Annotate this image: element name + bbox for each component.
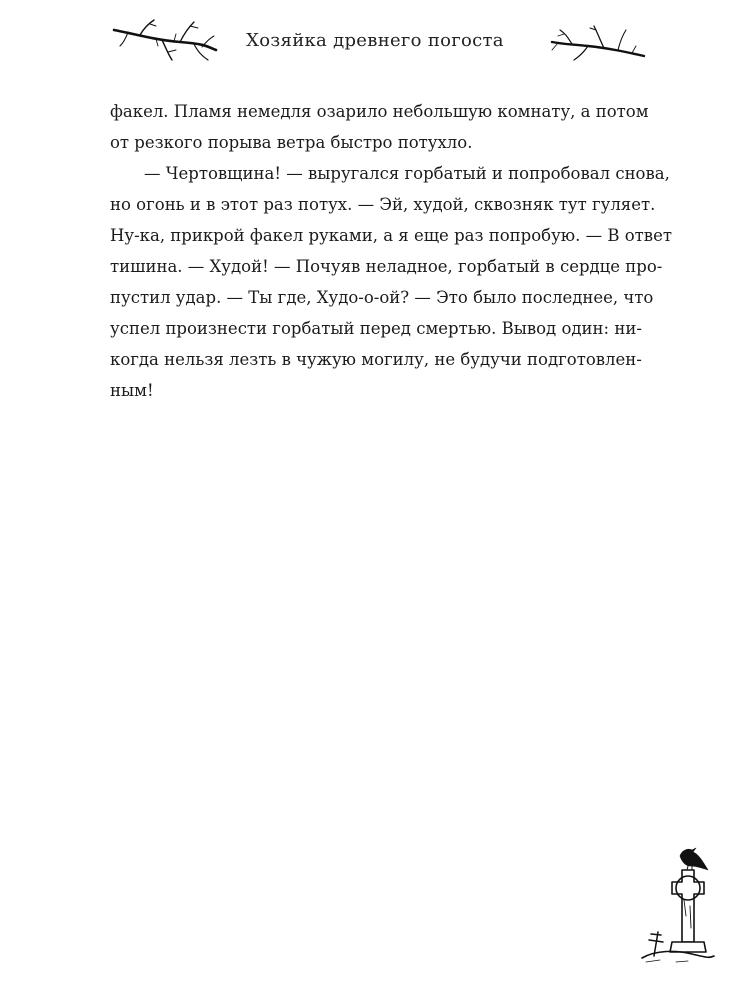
text-line: — Чертовщина! — выругался горбатый и попробовал снова, (144, 164, 670, 183)
text-line: пустил удар. — Ты где, Худо-о-ой? — Это было последнее, что (110, 288, 654, 307)
text-line: успел произнести горбатый перед смертью. Вывод один: ни- (110, 319, 642, 338)
grave-cross-raven-icon (636, 840, 716, 972)
text-line: тишина. — Худой! — Почуяв неладное, горбатый в сердце про- (110, 257, 663, 276)
text-line: но огонь и в этот раз потух. — Эй, худой, сквозняк тут гуляет. (110, 195, 656, 214)
bare-branch-icon (548, 16, 648, 66)
body-text (110, 96, 672, 406)
running-title: Хозяйка древнего погоста (246, 30, 504, 51)
text-line: Ну-ка, прикрой факел руками, а я еще раз попробую. — В ответ (110, 226, 672, 245)
running-header (0, 16, 750, 72)
text-line: ным! (110, 381, 154, 400)
text-line: факел. Пламя немедля озарило небольшую комнату, а потом (110, 102, 649, 121)
text-line: когда нельзя лезть в чужую могилу, не будучи подготовлен- (110, 350, 642, 369)
text-line: от резкого порыва ветра быстро потухло. (110, 133, 473, 152)
